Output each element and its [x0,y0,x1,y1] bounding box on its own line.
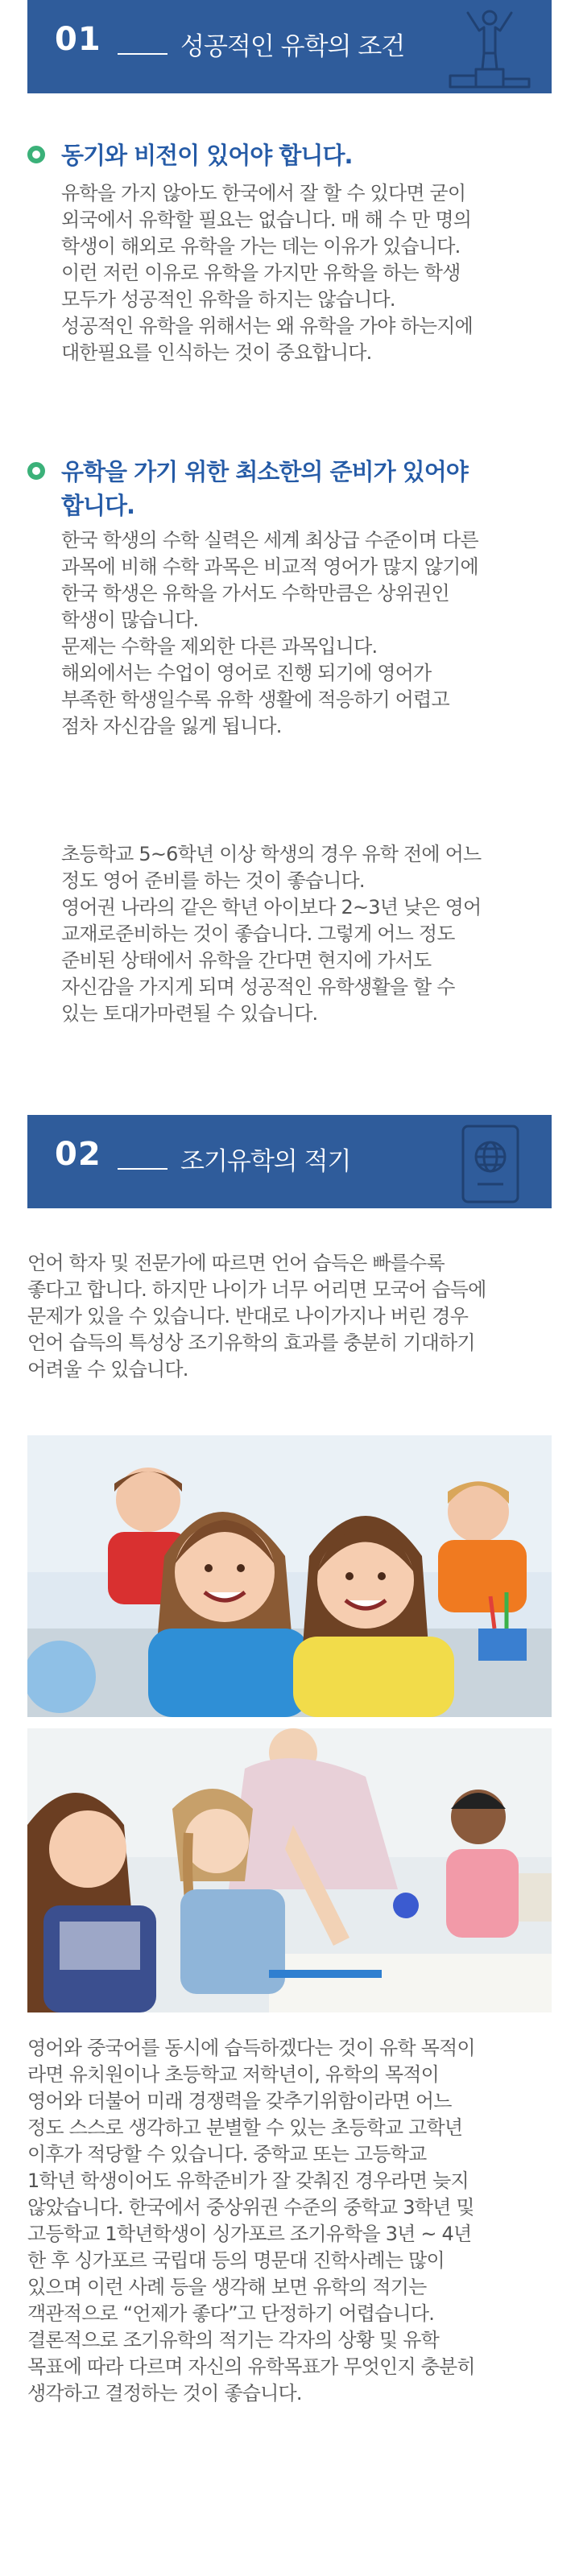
condition-item-2 [27,455,551,522]
section-banner-2 [27,1115,552,1208]
section-title: 조기유학의 적기 [180,1147,351,1176]
teacher-students-photo [27,1728,552,2013]
banner-divider-line [118,53,167,55]
section-banner-1 [27,0,552,93]
timing-body-text: 영어와 중국어를 동시에 습득하겠다는 것이 유학 목적이 라면 유치원이나 초등학교 저학년이, 유학의 목적이 영어와 더불어 미래 경쟁력을 갖추기위함이라면 어느 정도 스스로 생각하고 분별할 수 있는 초등학교 고학년 이후가 적당할 수 있습니다. 중학교 또는 고등학교 1학년 학생이어도 유학준비가 잘 갖춰진 경우라면 늦지 않았습니다. 한국에서 중상위권 수준의 중학교 3학년 및 고등학교 1학년학생이 싱가포르 조기유학을 3년 ~ 4년 한 후 싱가포르 국립대 등의 명문대 진학사례는 많이 있으며 이런 사례 등을 생각해 보면 유학의 적기는 객관적으로 “언제가 좋다”고 단정하기 어렵습니다. 결론적으로 조기유학의 적기는 각자의 상황 및 유학 목표에 따라 다르며 자신의 유학목표가 무엇인지 충분히 생각하고 결정하는 것이 좋습니다. [27,2037,475,2405]
condition-title: 유학을 가기 위한 최소한의 준비가 있어야 합니다. [61,458,468,519]
condition-text: 유학을 가지 않아도 한국에서 잘 할 수 있다면 굳이 외국에서 유학할 필요는 없습니다. 매 해 수 만 명의 학생이 해외로 유학을 가는 데는 이유가 있습니다. 이런 저런 이유로 유학을 가지만 유학을 하는 학생 모두가 성공적인 유학을 하지는 않습니다. 성공적인 유학을 위해서는 왜 유학을 가야 하는지에 대한필요를 인식하는 것이 중요합니다. [61,182,474,364]
condition-title: 동기와 비전이 있어야 합니다. [61,142,353,169]
condition-item-1 [27,138,551,172]
banner-divider-line [118,1168,167,1170]
condition-text-continued: 초등학교 5~6학년 이상 학생의 경우 유학 전에 어느 정도 영어 준비를 하는 것이 좋습니다. 영어권 나라의 같은 학년 아이보다 2~3년 낮은 영어 교재로준비하는 것이 좋습니다. 그렇게 어느 정도 준비된 상태에서 유학을 간다면 현지에 가서도 자신감을 가지게 되며 성공적인 유학생활을 할 수 있는 토대가마련될 수 있습니다. [61,843,482,1025]
trophy-person-icon [445,6,534,90]
section-number: 02 [55,1136,101,1173]
classroom-children-photo [27,1435,552,1717]
timing-intro-text: 언어 학자 및 전문가에 따르면 언어 습득은 빠를수록 좋다고 합니다. 하지만 나이가 너무 어리면 모국어 습득에 문제가 있을 수 있습니다. 반대로 나이가지나 버린 경우 언어 습득의 특성상 조기유학의 효과를 충분히 기대하기 어려울 수 있습니다. [27,1252,486,1381]
section-title: 성공적인 유학의 조건 [180,32,405,61]
bullet-circle-icon [27,462,45,480]
section-number: 01 [55,21,101,58]
condition-text: 한국 학생의 수학 실력은 세계 최상급 수준이며 다른 과목에 비해 수학 과목은 비교적 영어가 많지 않기에 한국 학생은 유학을 가서도 수학만큼은 상위권인 학생이 많습니다. 문제는 수학을 제외한 다른 과목입니다. 해외에서는 수업이 영어로 진행 되기에 영어가 부족한 학생일수록 유학 생활에 적응하기 어렵고 점차 자신감을 잃게 됩니다. [61,529,478,737]
passport-icon [445,1121,534,1205]
bullet-circle-icon [27,146,45,163]
